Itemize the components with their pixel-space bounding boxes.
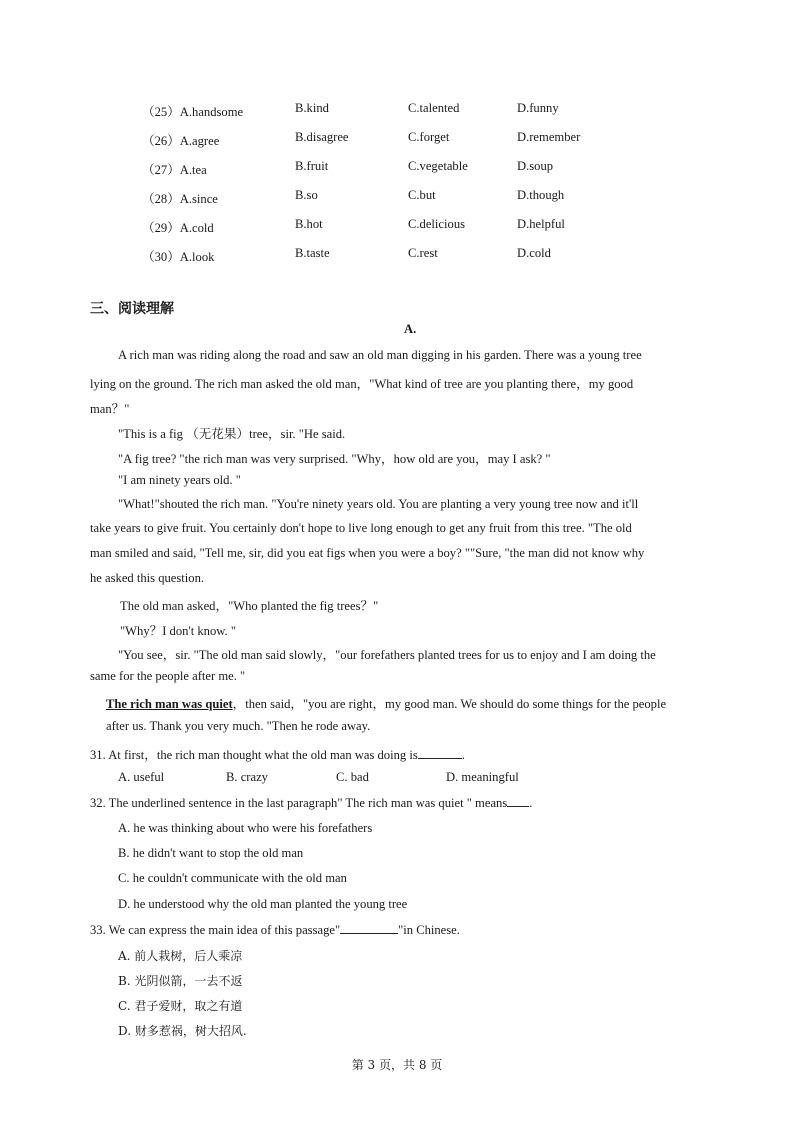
option-d: D.though [517,188,565,202]
passage-line: The rich man was quiet，then said，"you are right，my good man. We should do some things for the people [106,697,667,711]
question-number: （28）A.since [142,192,218,206]
answer-blank[interactable] [507,795,529,807]
question-number: （29）A.cold [142,221,214,235]
option-d: D.soup [517,159,554,173]
passage-line: same for the people after me. " [90,669,246,683]
question-33-option-c[interactable]: C. 君子爱财，取之有道 [118,999,243,1013]
passage-line: man smiled and said, "Tell me, sir, did you eat figs when you were a boy? ""Sure, "the man did not know why [90,546,645,560]
option-d: D.funny [517,101,559,115]
question-31-option-c[interactable]: C. bad [336,770,369,784]
passage-line: "I am ninety years old. " [118,473,241,487]
underlined-sentence: The rich man was quiet [106,697,233,711]
passage-label: A. [404,322,417,336]
passage-line: take years to give fruit. You certainly don't hope to live long enough to get any fruit from this tree. "The old [90,521,632,535]
option-d: D.helpful [517,217,565,231]
option-b: B.kind [295,101,329,115]
option-d: D.cold [517,246,551,260]
passage-line: "You see，sir. "The old man said slowly，"our forefathers planted trees for us to enjoy and I am doing the [118,648,656,662]
question-32-option-d[interactable]: D. he understood why the old man planted the young tree [118,897,408,911]
passage-line: The old man asked，"Who planted the fig trees？" [120,599,379,613]
option-c: C.forget [408,130,450,144]
option-c: C.delicious [408,217,466,231]
question-31-option-d[interactable]: D. meaningful [446,770,519,784]
question-32-option-a[interactable]: A. he was thinking about who were his forefathers [118,821,373,835]
passage-line: "A fig tree? "the rich man was very surprised. "Why，how old are you，may I ask? " [118,452,551,466]
option-c: C.talented [408,101,460,115]
question-number: （25）A.handsome [142,105,244,119]
question-number: （27）A.tea [142,163,207,177]
passage-line: A rich man was riding along the road and saw an old man digging in his garden. There was a young tree [118,348,642,362]
passage-line: lying on the ground. The rich man asked the old man，"What kind of tree are you planting there，my good [90,377,634,391]
passage-line: man？" [90,402,130,416]
option-c: C.but [408,188,436,202]
option-b: B.so [295,188,318,202]
passage-line: "What!"shouted the rich man. "You're ninety years old. You are planting a very young tree now and it'll [118,497,639,511]
option-b: B.disagree [295,130,349,144]
option-b: B.hot [295,217,323,231]
question-number: （30）A.look [142,250,215,264]
option-d: D.remember [517,130,581,144]
question-32-option-b[interactable]: B. he didn't want to stop the old man [118,846,304,860]
question-33-option-d[interactable]: D. 财多惹祸，树大招风. [118,1024,247,1038]
answer-blank[interactable] [418,747,462,759]
passage-line: after us. Thank you very much. "Then he rode away. [106,719,371,733]
passage-line: "Why？I don't know. " [120,624,236,638]
answer-blank[interactable] [340,922,398,934]
option-c: C.vegetable [408,159,468,173]
question-33-option-a[interactable]: A. 前人栽树，后人乘凉 [118,949,243,963]
question-32-option-c[interactable]: C. he couldn't communicate with the old man [118,871,347,885]
question-31-option-b[interactable]: B. crazy [226,770,268,784]
question-32-stem: 32. The underlined sentence in the last paragraph" The rich man was quiet " means . [90,796,533,810]
question-31-stem: 31. At first，the rich man thought what the old man was doing is . [90,748,465,762]
question-31-option-a[interactable]: A. useful [118,770,165,784]
option-b: B.fruit [295,159,329,173]
passage-line: "This is a fig （无花果）tree，sir. "He said. [118,427,346,441]
page-footer: 第 3 页，共 8 页 [351,1058,443,1072]
section-title: 三、阅读理解 [90,301,174,317]
passage-line: he asked this question. [90,571,205,585]
question-33-stem: 33. We can express the main idea of this passage" "in Chinese. [90,923,460,937]
question-number: （26）A.agree [142,134,220,148]
option-b: B.taste [295,246,330,260]
option-c: C.rest [408,246,438,260]
question-33-option-b[interactable]: B. 光阴似箭，一去不返 [118,974,243,988]
